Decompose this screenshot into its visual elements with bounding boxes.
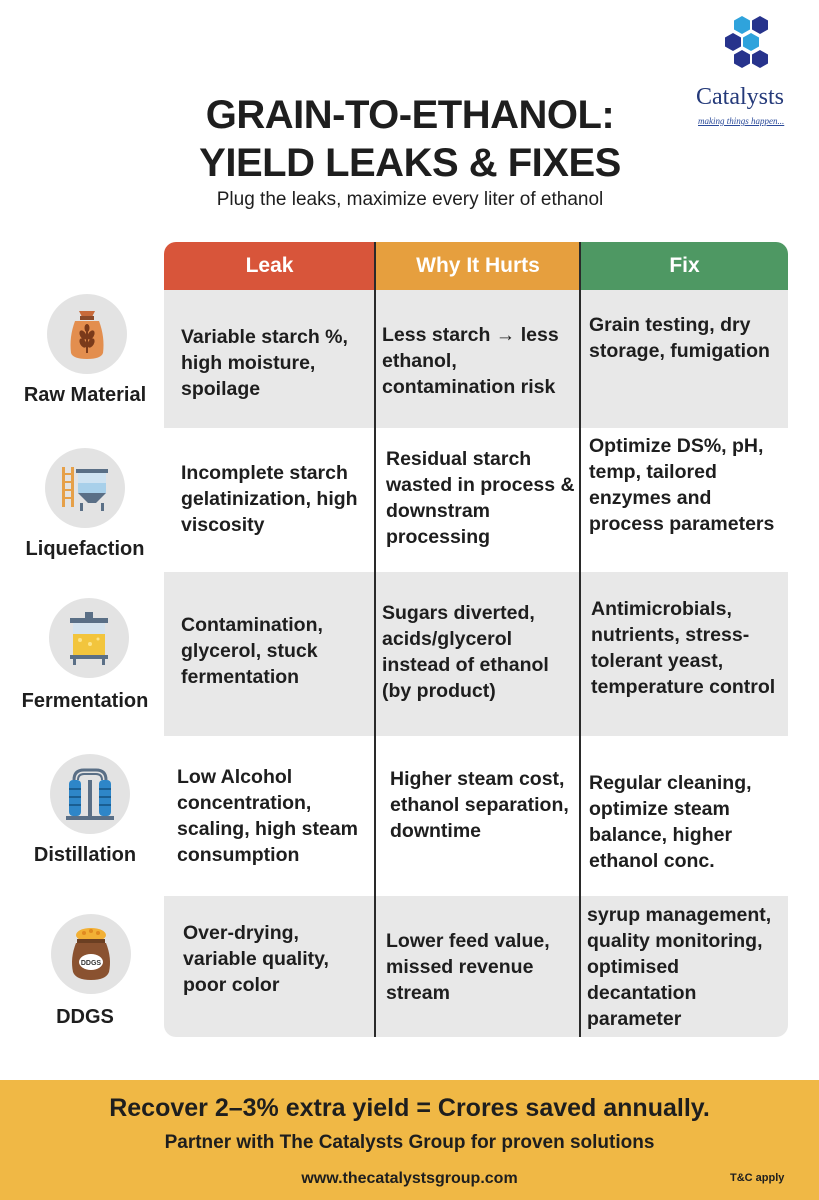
stage-label: Fermentation: [21, 690, 149, 712]
table-row: [164, 896, 788, 1037]
fermenter-icon: [49, 598, 129, 678]
why-cell: Residual starch wasted in process & downstram processing: [386, 448, 575, 548]
column-divider: [374, 242, 376, 1037]
column-header-leak: Leak: [164, 242, 375, 290]
column-header-why-it-hurts: Why It Hurts: [375, 242, 581, 290]
terms-note: T&C apply: [730, 1172, 785, 1184]
fix-cell: Grain testing, dry storage, fumigation: [589, 314, 770, 362]
leak-cell: Variable starch %, high moisture, spoilage: [181, 326, 348, 400]
stage-fermentation: [0, 596, 170, 736]
brand-name: Catalysts: [696, 84, 784, 110]
stage-ddgs: [0, 912, 170, 1042]
why-cell: Higher steam cost, ethanol separation, downtime: [390, 768, 569, 842]
grain-sack-icon: [47, 294, 127, 374]
website-link[interactable]: www.thecatalystsgroup.com: [301, 1170, 518, 1187]
footer-partner-text: Partner with The Catalysts Group for proven solutions: [164, 1132, 655, 1153]
table-row: [164, 428, 788, 572]
leaks-fixes-table: [164, 242, 788, 1037]
distillation-columns-icon: [50, 754, 130, 834]
why-cell: Lower feed value, missed revenue stream: [386, 930, 550, 1004]
hexagon-cluster-icon: [718, 14, 778, 74]
liquefaction-tank-icon: [45, 448, 125, 528]
page-subtitle: Plug the leaks, maximize every liter of ethanol: [216, 189, 604, 210]
table-row: [164, 736, 788, 896]
stage-label: DDGS: [56, 1006, 114, 1028]
stage-raw-material: [0, 292, 170, 432]
leak-cell: Low Alcohol concentration, scaling, high steam consumption: [177, 766, 358, 866]
stage-label: Liquefaction: [25, 538, 145, 560]
stage-label: Raw Material: [23, 384, 147, 406]
fix-cell: Optimize DS%, pH, temp, tailored enzymes and process parameters: [589, 435, 775, 535]
stage-distillation: [0, 752, 170, 892]
page-title-line1: GRAIN-TO-ETHANOL:: [205, 93, 615, 137]
column-divider: [579, 242, 581, 1037]
svg-text:DDGS: DDGS: [80, 960, 102, 967]
leak-cell: Contamination, glycerol, stuck fermentation: [181, 614, 323, 688]
fix-cell: Regular cleaning, optimize steam balance, higher ethanol conc.: [589, 772, 752, 872]
table-row: [164, 290, 788, 428]
footer-headline: Recover 2–3% extra yield = Crores saved annually.: [109, 1094, 710, 1122]
why-cell: Less starch → less ethanol, contamination risk: [382, 324, 559, 398]
table-row: [164, 572, 788, 736]
stage-liquefaction: [0, 444, 170, 584]
fix-cell: syrup management, quality monitoring, optimised decantation parameter: [587, 904, 772, 1030]
page-title-line2: YIELD LEAKS & FIXES: [199, 141, 621, 185]
column-header-fix: Fix: [581, 242, 788, 290]
stage-label: Distillation: [33, 844, 137, 866]
leak-cell: Incomplete starch gelatinization, high viscosity: [181, 462, 358, 536]
footer-banner: [0, 1080, 819, 1200]
fix-cell: Antimicrobials, nutrients, stress-tolerant yeast, temperature control: [591, 598, 776, 698]
ddgs-sack-icon: [51, 914, 131, 994]
brand-tagline: making things happen...: [698, 116, 785, 126]
leak-cell: Over-drying, variable quality, poor color: [183, 922, 329, 996]
why-cell: Sugars diverted, acids/glycerol instead of ethanol (by product): [382, 602, 549, 702]
